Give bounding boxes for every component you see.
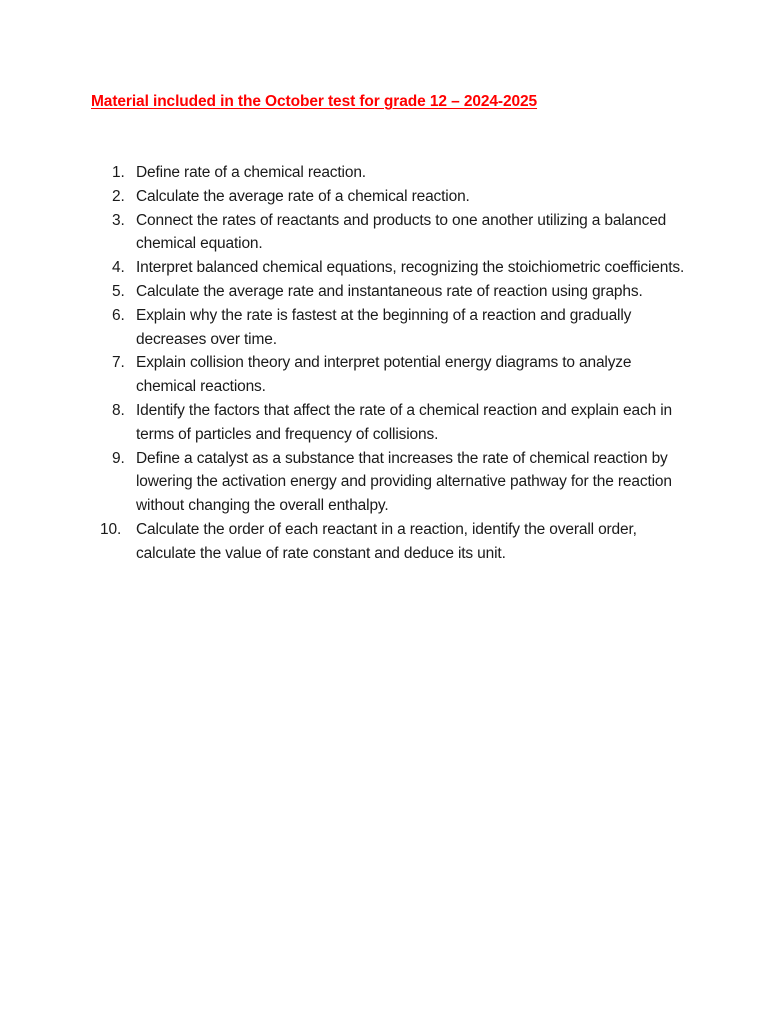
list-item bbox=[100, 351, 690, 399]
list-item bbox=[100, 447, 690, 518]
list-item-text: Identify the factors that affect the rate of a chemical reaction and explain each in terms of particles and frequency of collisions. bbox=[136, 401, 672, 443]
list-item-text: Define a catalyst as a substance that increases the rate of chemical reaction by lowering the activation energy and providing alternative pathway for the reaction without changing the overall enthalpy. bbox=[136, 449, 672, 515]
objectives-list bbox=[100, 161, 690, 566]
document-title: Material included in the October test for grade 12 – 2024-2025 bbox=[91, 93, 538, 110]
list-item-text: Interpret balanced chemical equations, recognizing the stoichiometric coefficients. bbox=[136, 259, 685, 277]
list-item-number: 3. bbox=[112, 211, 125, 229]
list-item bbox=[100, 256, 690, 280]
list-item-number: 5. bbox=[112, 282, 125, 300]
list-item-number: 7. bbox=[112, 354, 125, 372]
list-item bbox=[100, 209, 690, 257]
list-item-text: Connect the rates of reactants and products to one another utilizing a balanced chemical equation. bbox=[136, 211, 667, 253]
list-item-text: Explain collision theory and interpret potential energy diagrams to analyze chemical reactions. bbox=[136, 354, 632, 396]
list-item-number: 10. bbox=[100, 520, 122, 538]
list-item-number: 2. bbox=[112, 187, 125, 205]
list-item-number: 4. bbox=[112, 259, 125, 277]
list-item-number: 8. bbox=[112, 401, 125, 419]
list-item bbox=[100, 399, 690, 447]
list-item-text: Calculate the order of each reactant in a reaction, identify the overall order, calculate the value of rate constant and deduce its unit. bbox=[136, 520, 637, 562]
list-item-text: Calculate the average rate of a chemical reaction. bbox=[136, 187, 470, 205]
list-item-text: Define rate of a chemical reaction. bbox=[136, 164, 366, 181]
list-item bbox=[100, 280, 690, 304]
list-item bbox=[100, 161, 690, 185]
list-item-text: Explain why the rate is fastest at the beginning of a reaction and gradually decreases over time. bbox=[136, 306, 632, 348]
list-item bbox=[100, 518, 690, 566]
list-item-number: 1. bbox=[112, 164, 125, 181]
list-item-number: 6. bbox=[112, 306, 125, 324]
list-item bbox=[100, 304, 690, 352]
list-item bbox=[100, 185, 690, 209]
list-item-text: Calculate the average rate and instantaneous rate of reaction using graphs. bbox=[136, 282, 643, 300]
list-item-number: 9. bbox=[112, 449, 125, 467]
